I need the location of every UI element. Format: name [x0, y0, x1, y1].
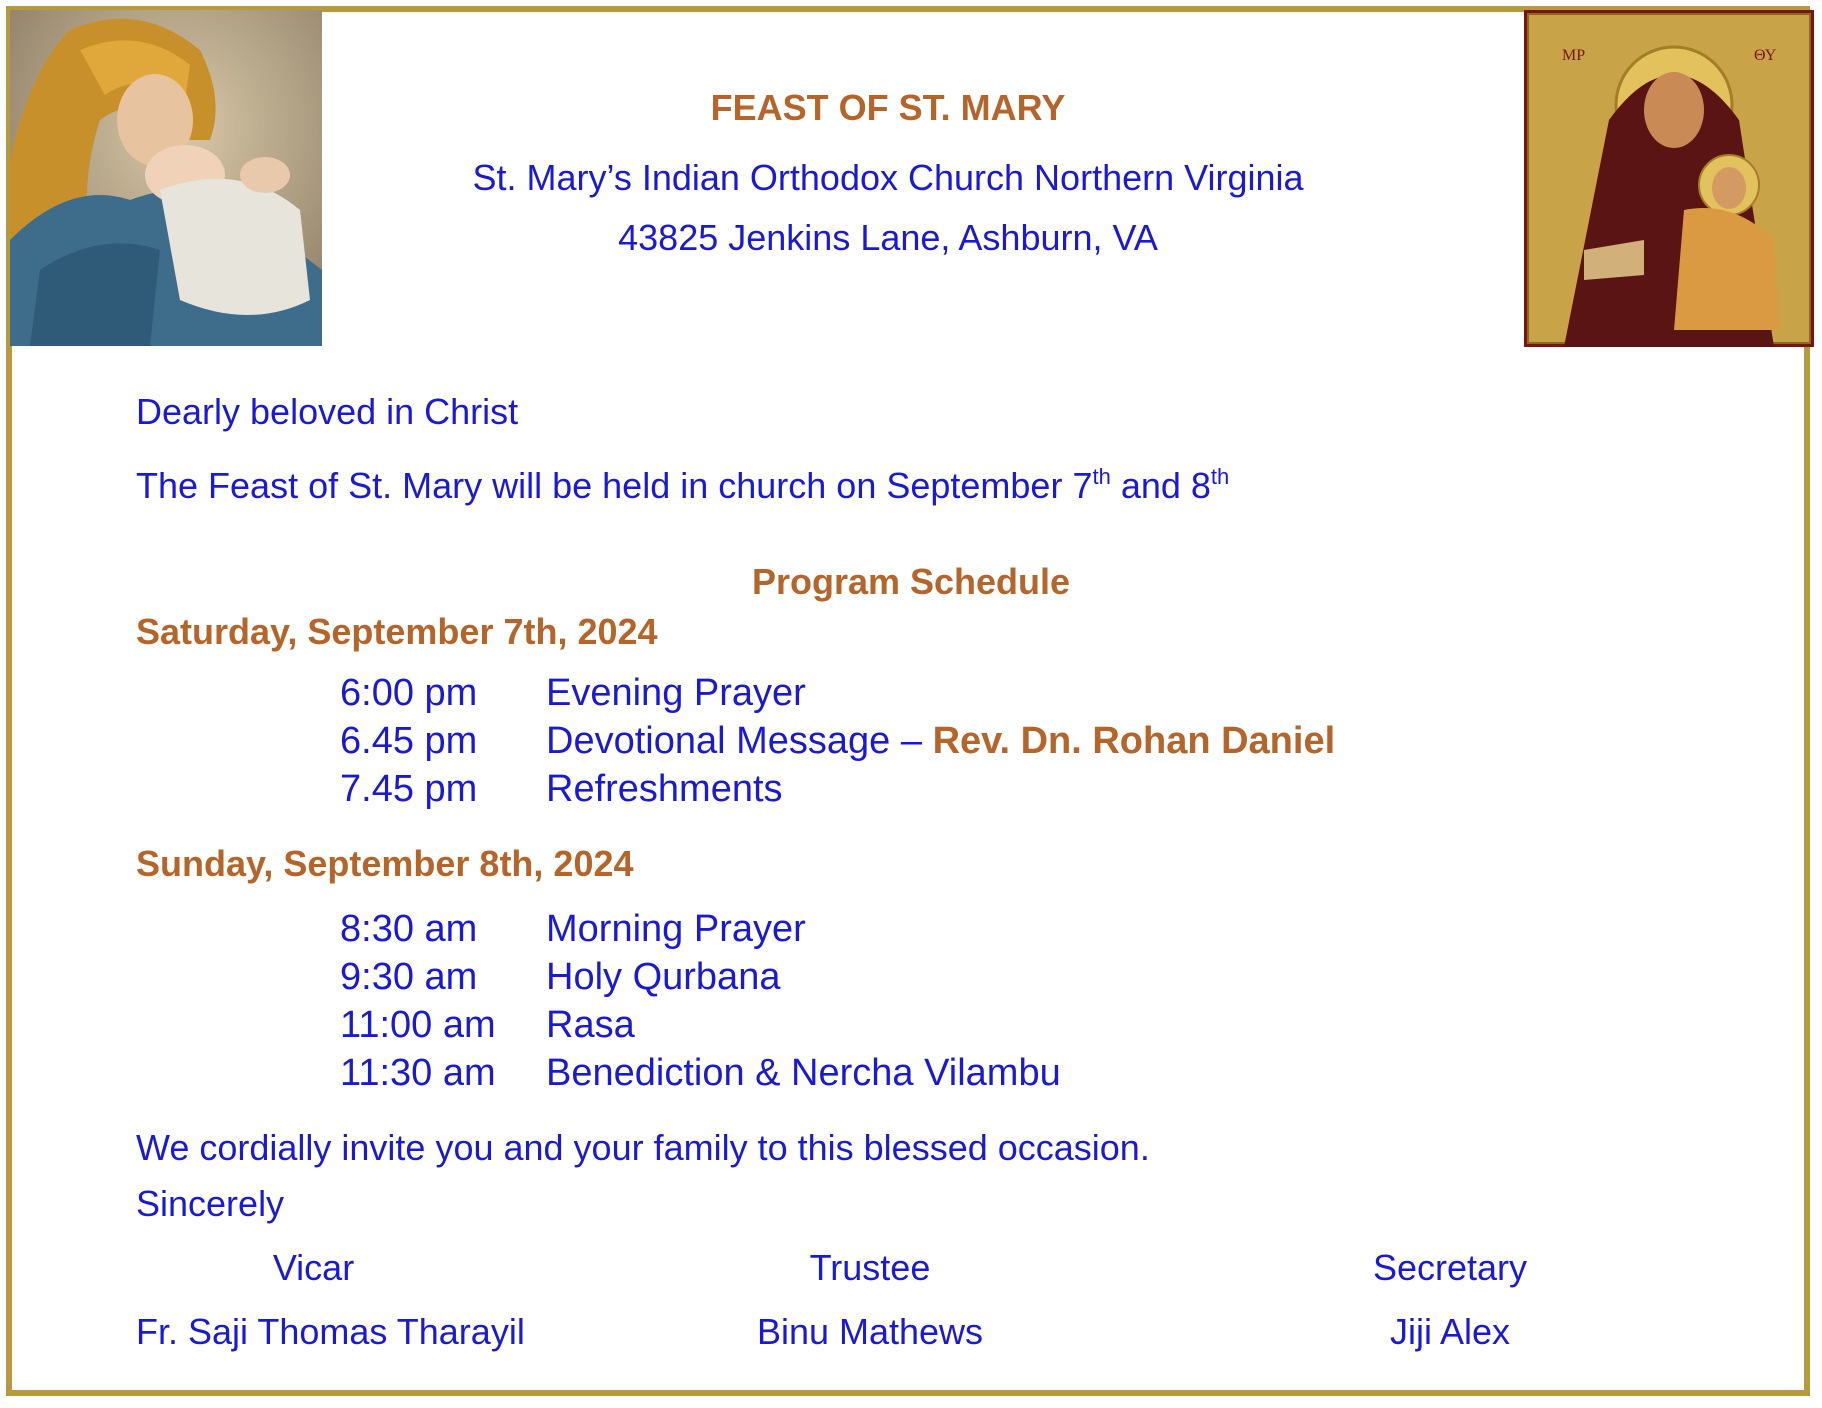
schedule-event: Benediction & Nercha Vilambu [546, 1052, 1061, 1094]
signatory-role: Secretary [1372, 1247, 1528, 1288]
church-address: 43825 Jenkins Lane, Ashburn, VA [618, 217, 1158, 258]
announcement: The Feast of St. Mary will be held in church on September 7th and 8th [136, 464, 1230, 506]
signatory-role: Vicar [272, 1247, 355, 1288]
sincerely-text: Sincerely [136, 1183, 285, 1224]
schedule-event: Morning Prayer [546, 908, 806, 950]
svg-text:ΜΡ: ΜΡ [1562, 47, 1586, 64]
schedule-time: 6.45 pm [340, 720, 478, 762]
day-label: Saturday, September 7th, 2024 [136, 611, 658, 652]
church-name: St. Mary’s Indian Orthodox Church Northern Virginia [472, 157, 1304, 198]
signatory-name: Binu Mathews [756, 1311, 984, 1352]
schedule-event: Devotional Message – Rev. Dn. Rohan Daniel [546, 720, 1336, 762]
schedule-event: Refreshments [546, 768, 783, 810]
schedule-time: 7.45 pm [340, 768, 478, 810]
svg-text:ΘΥ: ΘΥ [1754, 47, 1777, 64]
schedule-time: 8:30 am [340, 908, 478, 950]
schedule-event: Rasa [546, 1004, 635, 1046]
schedule-time: 6:00 pm [340, 672, 478, 714]
feast-title: FEAST OF ST. MARY [710, 87, 1066, 128]
signatory-role: Trustee [809, 1247, 931, 1288]
schedule-time: 9:30 am [340, 956, 478, 998]
schedule-time: 11:30 am [340, 1052, 496, 1094]
signatory-name: Fr. Saji Thomas Tharayil [136, 1311, 525, 1352]
schedule-event: Holy Qurbana [546, 956, 781, 998]
invitation-text: We cordially invite you and your family to this blessed occasion. [136, 1127, 1150, 1168]
day-label: Sunday, September 8th, 2024 [136, 843, 634, 884]
schedule-time: 11:00 am [340, 1004, 496, 1046]
greeting: Dearly beloved in Christ [136, 391, 519, 432]
speaker-name: Rev. Dn. Rohan Daniel [932, 720, 1336, 762]
program-schedule-heading: Program Schedule [751, 561, 1071, 602]
schedule-event: Evening Prayer [546, 672, 806, 714]
signatory-name: Jiji Alex [1389, 1311, 1511, 1352]
